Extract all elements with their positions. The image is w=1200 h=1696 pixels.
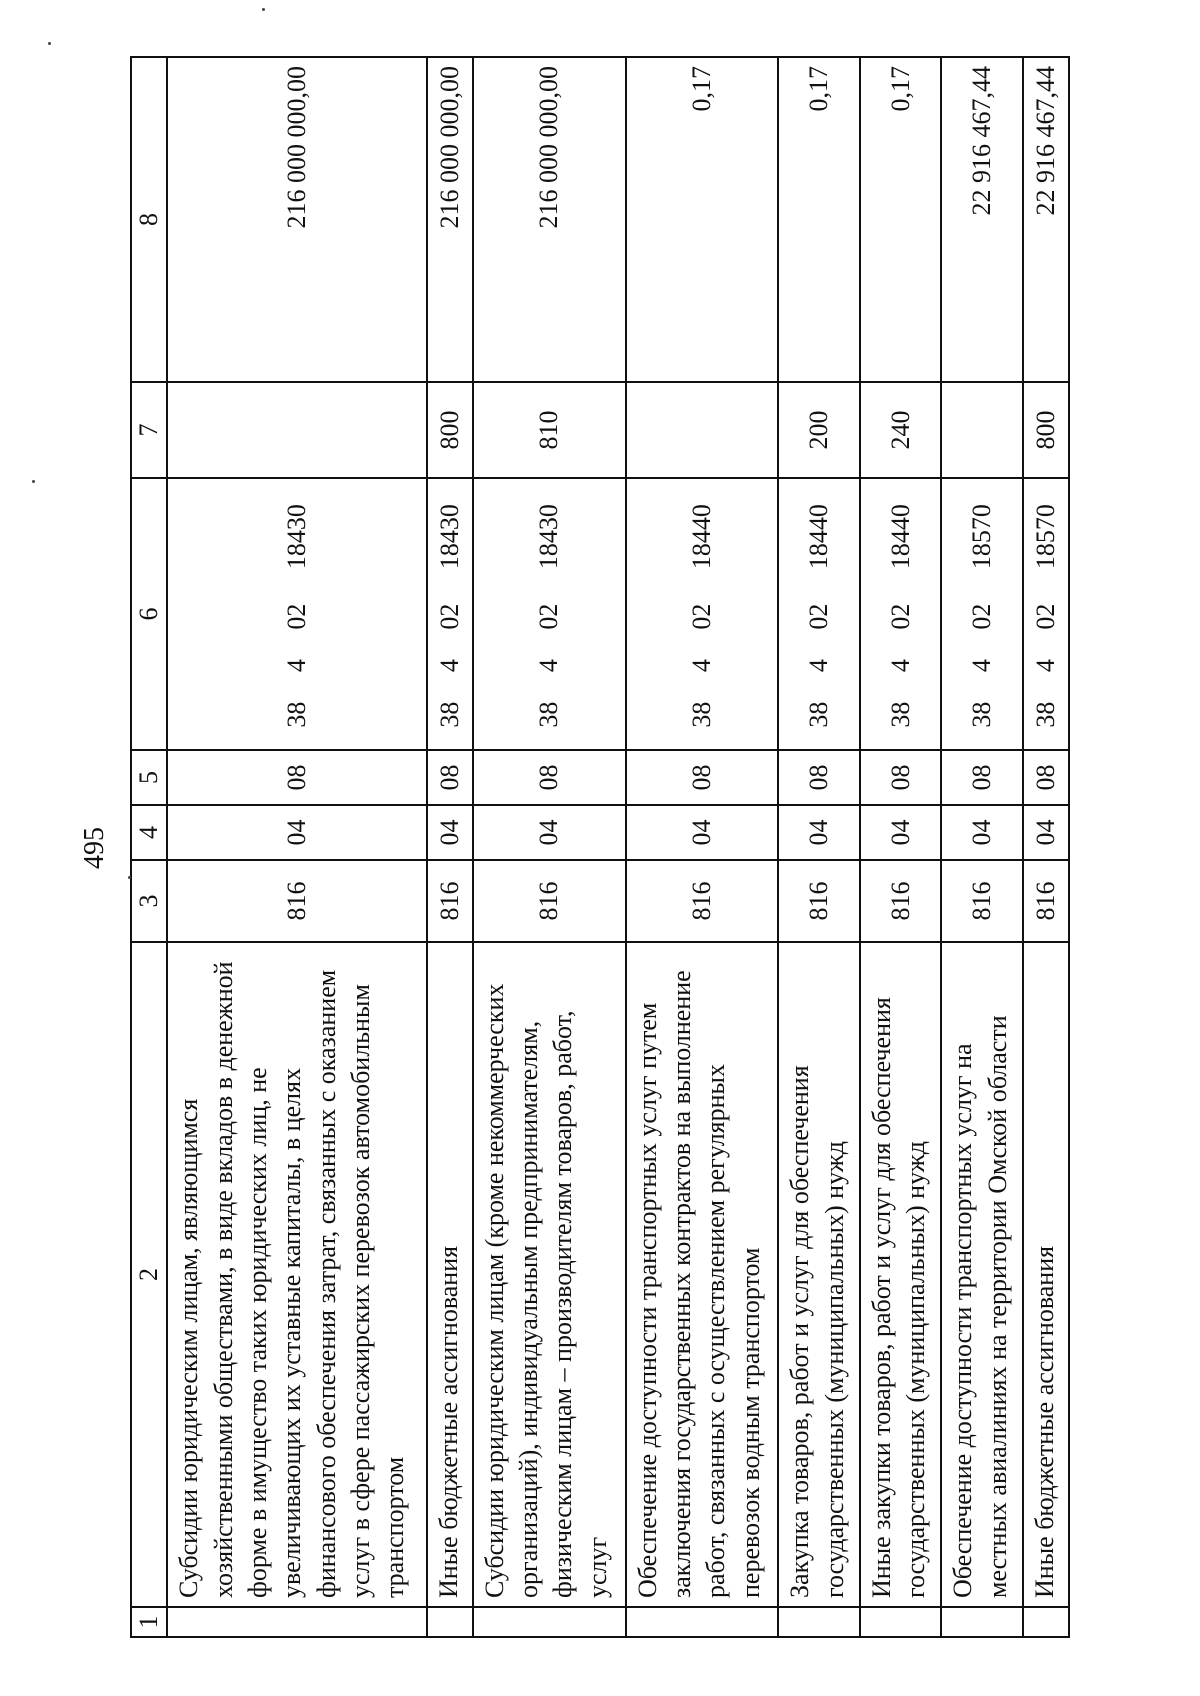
target-direction-code: 18430: [434, 504, 464, 570]
cell-target-article: [941, 478, 1023, 750]
target-main-event-code: 02: [1030, 603, 1060, 630]
cell-subsection: 08: [1023, 750, 1069, 805]
cell-amount: 216 000 000,00: [427, 57, 473, 382]
target-article-parts: [532, 485, 566, 743]
cell-subsection: 08: [626, 750, 779, 805]
target-article-parts: [280, 485, 314, 743]
rotated-page-content: [130, 58, 1070, 1638]
header-col-8: 8: [131, 57, 167, 382]
cell-amount: 0,17: [860, 57, 942, 382]
header-col-4: 4: [131, 805, 167, 860]
cell-admin-code: 816: [778, 860, 860, 942]
cell-expense-type: [626, 382, 779, 478]
cell-num: [860, 1607, 942, 1637]
cell-num: [778, 1607, 860, 1637]
cell-section: 04: [473, 805, 626, 860]
cell-num: [1023, 1607, 1069, 1637]
cell-num: [473, 1607, 626, 1637]
cell-amount: 22 916 467,44: [1023, 57, 1069, 382]
target-main-event-code: 02: [967, 603, 997, 630]
cell-expense-type: 240: [860, 382, 942, 478]
cell-expense-type: [941, 382, 1023, 478]
target-subprogram-code: 4: [281, 659, 311, 673]
target-article-parts: [685, 485, 719, 743]
table-row: [167, 57, 427, 1637]
cell-subsection: 08: [473, 750, 626, 805]
table-row: [427, 57, 473, 1637]
target-subprogram-code: 4: [967, 659, 997, 673]
target-subprogram-code: 4: [434, 659, 464, 673]
header-col-5: 5: [131, 750, 167, 805]
target-program-code: 38: [434, 701, 464, 728]
header-col-7: 7: [131, 382, 167, 478]
table-row: [860, 57, 942, 1637]
scan-speck: [128, 876, 131, 879]
cell-section: 04: [860, 805, 942, 860]
target-subprogram-code: 4: [534, 659, 564, 673]
cell-admin-code: 816: [941, 860, 1023, 942]
cell-num: [427, 1607, 473, 1637]
target-article-parts: [1029, 485, 1063, 743]
cell-section: 04: [941, 805, 1023, 860]
cell-amount: 216 000 000,00: [167, 57, 427, 382]
target-direction-code: 18440: [803, 504, 833, 570]
cell-target-article: [778, 478, 860, 750]
cell-description: Иные бюджетные ассигнования: [427, 942, 473, 1607]
header-col-3: 3: [131, 860, 167, 942]
cell-target-article: [167, 478, 427, 750]
cell-expense-type: 800: [1023, 382, 1069, 478]
cell-description: Обеспечение доступности транспортных услуг на местных авиалиниях на территории Омской области: [941, 942, 1023, 1607]
cell-description: Субсидии юридическим лицам, являющимся хозяйственными обществами, в виде вкладов в денежной форме в имущество таких юридических лиц, не увеличивающих их уставные капиталы, в целях финансового обеспечения затрат, связанных с оказанием услуг в сфере пассажирских перевозок автомобильным транспортом: [167, 942, 427, 1607]
cell-target-article: [427, 478, 473, 750]
cell-section: 04: [167, 805, 427, 860]
cell-amount: 22 916 467,44: [941, 57, 1023, 382]
target-subprogram-code: 4: [686, 659, 716, 673]
target-program-code: 38: [686, 701, 716, 728]
table-row: [473, 57, 626, 1637]
target-program-code: 38: [885, 701, 915, 728]
target-direction-code: 18570: [967, 504, 997, 570]
header-row: [131, 57, 167, 1637]
table-row: [1023, 57, 1069, 1637]
cell-admin-code: 816: [1023, 860, 1069, 942]
target-program-code: 38: [534, 701, 564, 728]
budget-table: [130, 56, 1070, 1638]
cell-num: [941, 1607, 1023, 1637]
cell-description: Субсидии юридическим лицам (кроме некоммерческих организаций), индивидуальным предпринимателям, физическим лицам – производителям товаров, работ, услуг: [473, 942, 626, 1607]
cell-expense-type: 810: [473, 382, 626, 478]
header-col-6: 6: [131, 478, 167, 750]
cell-admin-code: 816: [427, 860, 473, 942]
scan-speck: [32, 480, 35, 483]
target-main-event-code: 02: [534, 603, 564, 630]
table-row: [626, 57, 779, 1637]
target-article-parts: [802, 485, 836, 743]
cell-admin-code: 816: [860, 860, 942, 942]
cell-target-article: [473, 478, 626, 750]
header-col-2: 2: [131, 942, 167, 1607]
target-direction-code: 18570: [1030, 504, 1060, 570]
header-col-1: 1: [131, 1607, 167, 1637]
target-main-event-code: 02: [803, 603, 833, 630]
cell-subsection: 08: [427, 750, 473, 805]
target-direction-code: 18430: [534, 504, 564, 570]
target-direction-code: 18430: [281, 504, 311, 570]
cell-amount: 0,17: [778, 57, 860, 382]
cell-target-article: [626, 478, 779, 750]
cell-subsection: 08: [860, 750, 942, 805]
target-program-code: 38: [1030, 701, 1060, 728]
cell-expense-type: 200: [778, 382, 860, 478]
target-subprogram-code: 4: [803, 659, 833, 673]
target-article-parts: [884, 485, 918, 743]
cell-num: [626, 1607, 779, 1637]
cell-subsection: 08: [941, 750, 1023, 805]
cell-section: 04: [626, 805, 779, 860]
target-main-event-code: 02: [281, 603, 311, 630]
cell-admin-code: 816: [473, 860, 626, 942]
target-direction-code: 18440: [885, 504, 915, 570]
cell-description: Иные закупки товаров, работ и услуг для обеспечения государственных (муниципальных) нужд: [860, 942, 942, 1607]
cell-target-article: [1023, 478, 1069, 750]
table-row: [941, 57, 1023, 1637]
table-row: [778, 57, 860, 1637]
cell-admin-code: 816: [626, 860, 779, 942]
target-program-code: 38: [281, 701, 311, 728]
target-subprogram-code: 4: [1030, 659, 1060, 673]
target-main-event-code: 02: [885, 603, 915, 630]
cell-section: 04: [427, 805, 473, 860]
scan-speck: [262, 8, 265, 11]
cell-target-article: [860, 478, 942, 750]
target-program-code: 38: [967, 701, 997, 728]
cell-section: 04: [778, 805, 860, 860]
target-program-code: 38: [803, 701, 833, 728]
cell-description: Закупка товаров, работ и услуг для обеспечения государственных (муниципальных) нужд: [778, 942, 860, 1607]
target-direction-code: 18440: [686, 504, 716, 570]
target-main-event-code: 02: [686, 603, 716, 630]
cell-subsection: 08: [778, 750, 860, 805]
target-article-parts: [965, 485, 999, 743]
cell-admin-code: 816: [167, 860, 427, 942]
cell-expense-type: 800: [427, 382, 473, 478]
cell-amount: 0,17: [626, 57, 779, 382]
scan-speck: [48, 42, 51, 45]
page-number: 495: [79, 827, 110, 869]
cell-description: Иные бюджетные ассигнования: [1023, 942, 1069, 1607]
target-main-event-code: 02: [434, 603, 464, 630]
cell-description: Обеспечение доступности транспортных услуг путем заключения государственных контрактов на выполнение работ, связанных с осуществлением регулярных перевозок водным транспортом: [626, 942, 779, 1607]
cell-subsection: 08: [167, 750, 427, 805]
cell-section: 04: [1023, 805, 1069, 860]
target-subprogram-code: 4: [885, 659, 915, 673]
target-article-parts: [433, 485, 467, 743]
cell-expense-type: [167, 382, 427, 478]
cell-num: [167, 1607, 427, 1637]
cell-amount: 216 000 000,00: [473, 57, 626, 382]
